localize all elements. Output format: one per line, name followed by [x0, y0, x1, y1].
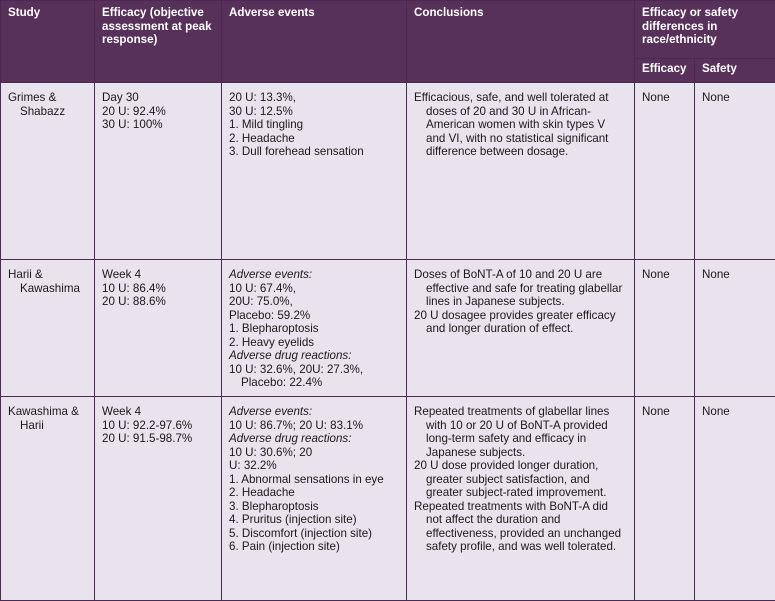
table-row — [1, 397, 775, 601]
adverse-line: 2. Headache — [229, 486, 295, 499]
efficacy-line: Week 4 — [102, 405, 142, 418]
header-conclusions: Conclusions — [407, 1, 635, 83]
adverse-line: Placebo: 59.2% — [229, 308, 311, 322]
conclusion-paragraph: Repeated treatments of glabellar lines with 10 or 20 U of BoNT-A provided long-term safety and efficacy in Japanese subjects. — [414, 405, 610, 459]
diff-safety-value: None — [702, 268, 730, 281]
diff-efficacy-value: None — [642, 268, 670, 281]
conclusion-paragraph: Efficacious, safe, and well tolerated at doses of 20 and 30 U in African-American women with skin types V and VI, with no statistical significant difference between dosage. — [414, 91, 609, 158]
adverse-line: 4. Pruritus (injection site) — [229, 513, 357, 526]
efficacy-cell — [95, 397, 222, 601]
adverse-line: Adverse drug reactions: — [229, 432, 352, 445]
adverse-line: 10 U: 32.6%, 20U: 27.3%, Placebo: 22.4% — [229, 362, 364, 389]
adverse-line: 1. Mild tingling — [229, 118, 304, 131]
study-cell — [1, 83, 95, 260]
adverse-line: 10 U: 67.4%, — [229, 281, 297, 295]
diff-efficacy-cell — [635, 260, 695, 397]
adverse-line: U: 32.2% — [229, 459, 277, 472]
adverse-line: 6. Pain (injection site) — [229, 540, 340, 553]
diff-efficacy-value: None — [642, 405, 670, 418]
efficacy-line: Week 4 — [102, 268, 142, 281]
adverse-line: 3. Blepharoptosis — [229, 499, 319, 513]
adverse-line: 10 U: 30.6%; 20 — [229, 445, 313, 459]
efficacy-line: 20 U: 88.6% — [102, 295, 166, 308]
header-efficacy: Efficacy (objective assessment at peak response) — [95, 1, 222, 83]
diff-efficacy-cell — [635, 397, 695, 601]
adverse-line: Adverse drug reactions: — [229, 349, 352, 362]
efficacy-cell — [95, 83, 222, 260]
study-cell — [1, 260, 95, 397]
conclusion-paragraph: 20 U dose provided longer duration, greater subject satisfaction, and greater subject-rated improvement. — [414, 459, 607, 499]
header-diff-efficacy: Efficacy — [635, 59, 695, 83]
diff-safety-cell — [695, 397, 775, 601]
efficacy-line: 10 U: 86.4% — [102, 281, 166, 295]
adverse-events-cell — [222, 397, 407, 601]
adverse-line: 20 U: 13.3%, — [229, 91, 297, 104]
efficacy-line: Day 30 — [102, 91, 139, 104]
adverse-line: 2. Headache — [229, 131, 295, 145]
diff-efficacy-value: None — [642, 91, 670, 104]
diff-safety-value: None — [702, 405, 730, 418]
header-diff-safety: Safety — [695, 59, 775, 83]
study-cell — [1, 397, 95, 601]
table-row — [1, 83, 775, 260]
diff-safety-cell — [695, 260, 775, 397]
adverse-line: 20U: 75.0%, — [229, 295, 293, 308]
conclusions-cell — [407, 83, 635, 260]
study-name: Kawashima & Harii — [8, 405, 79, 432]
conclusion-paragraph: Doses of BoNT-A of 10 and 20 U are effective and safe for treating glabellar lines in Japanese subjects. — [414, 268, 623, 308]
study-name: Harii & Kawashima — [8, 268, 80, 295]
efficacy-line: 20 U: 92.4% — [102, 104, 166, 118]
adverse-line: 3. Dull forehead sensation — [229, 145, 364, 158]
header-study: Study — [1, 1, 95, 83]
header-adverse-events: Adverse events — [222, 1, 407, 83]
adverse-line: 5. Discomfort (injection site) — [229, 526, 373, 540]
adverse-line: Adverse events: — [229, 405, 313, 418]
conclusions-cell — [407, 260, 635, 397]
adverse-line: 1. Blepharoptosis — [229, 322, 319, 335]
adverse-events-cell — [222, 83, 407, 260]
table-row — [1, 260, 775, 397]
table-header — [1, 1, 775, 83]
header-race-ethnicity-differences: Efficacy or safety differences in race/ethnicity — [635, 1, 775, 59]
study-name: Grimes & Shabazz — [8, 91, 66, 118]
efficacy-line: 10 U: 92.2-97.6% — [102, 418, 193, 432]
diff-safety-cell — [695, 83, 775, 260]
adverse-line: 2. Heavy eyelids — [229, 335, 315, 349]
adverse-line: Adverse events: — [229, 268, 313, 281]
adverse-line: 1. Abnormal sensations in eye — [229, 472, 384, 486]
efficacy-line: 30 U: 100% — [102, 118, 163, 131]
conclusion-paragraph: 20 U dosagee provides greater efficacy and longer duration of effect. — [414, 308, 616, 335]
diff-efficacy-cell — [635, 83, 695, 260]
adverse-line: 30 U: 12.5% — [229, 104, 293, 118]
table-body — [1, 83, 775, 601]
efficacy-line: 20 U: 91.5-98.7% — [102, 432, 193, 445]
conclusion-paragraph: Repeated treatments with BoNT-A did not affect the duration and effectiveness, provided an unchanged safety profile, and was well tolerated. — [414, 499, 622, 553]
diff-safety-value: None — [702, 91, 730, 104]
conclusions-cell — [407, 397, 635, 601]
efficacy-cell — [95, 260, 222, 397]
adverse-line: 10 U: 86.7%; 20 U: 83.1% — [229, 418, 364, 432]
adverse-events-cell — [222, 260, 407, 397]
